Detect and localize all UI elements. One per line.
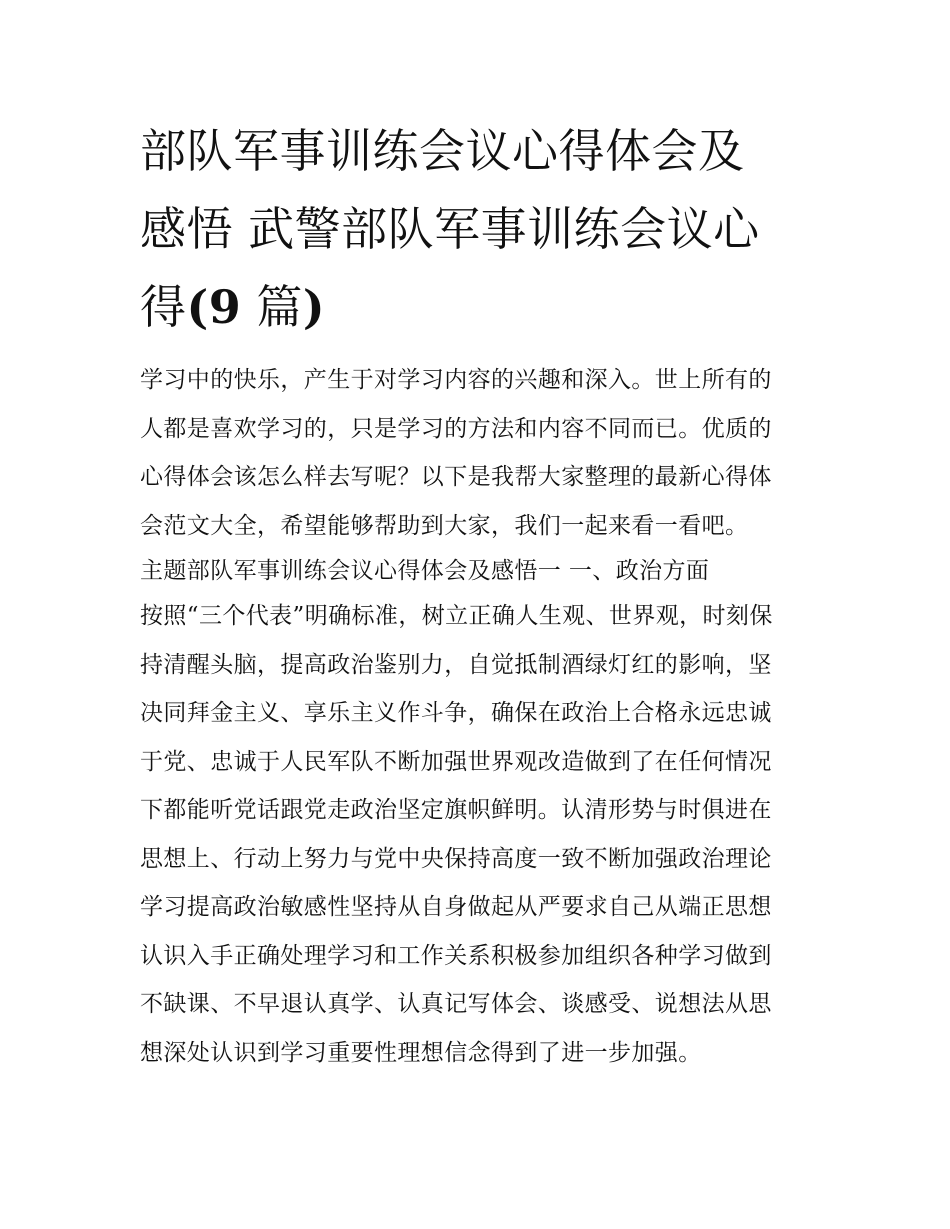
section-line: 思想上、行动上努力与党中央保持高度一致不断加强政治理论 — [140, 845, 772, 872]
title-count-open: (9 — [186, 280, 242, 334]
section-line: 持清醒头脑，提高政治鉴别力，自觉抵制酒绿灯红的影响，坚 — [140, 651, 772, 678]
document-body — [140, 356, 820, 1077]
section-line: 想深处认识到学习重要性理想信念得到了进一步加强。 — [140, 1039, 702, 1066]
section-heading: 主题部队军事训练会议心得体会及感悟一 一、政治方面 — [140, 558, 710, 584]
section-line: 于党、忠诚于人民军队不断加强世界观改造做到了在任何情况 — [140, 748, 772, 775]
section-line: 认识入手正确处理学习和工作关系积极参加组织各种学习做到 — [140, 942, 772, 969]
section-line: 下都能听党话跟党走政治坚定旗帜鲜明。认清形势与时俱进在 — [140, 797, 772, 823]
title-count-close: ) — [302, 280, 326, 334]
section-line: 按照“三个代表”明确标准，树立正确人生观、世界观，时刻保 — [140, 603, 773, 629]
intro-line: 人都是喜欢学习的，只是学习的方法和内容不同而已。优质的 — [140, 415, 772, 442]
intro-line: 心得体会该怎么样去写呢？以下是我帮大家整理的最新心得体 — [140, 464, 772, 490]
section-line: 学习提高政治敏感性坚持从自身做起从严要求自己从端正思想 — [140, 894, 772, 920]
title-line-text: 得 — [140, 280, 187, 334]
title-line: 感悟 武警部队军事训练会议心 — [140, 202, 760, 256]
section-line: 不缺课、不早退认真学、认真记写体会、谈感受、说想法从思 — [140, 991, 772, 1017]
title-count-unit: 篇 — [241, 280, 303, 334]
document-title — [140, 112, 820, 346]
title-line — [140, 268, 820, 346]
section-line: 决同拜金主义、享乐主义作斗争，确保在政治上合格永远忠诚 — [140, 700, 772, 726]
title-line: 部队军事训练会议心得体会及 — [140, 124, 745, 178]
intro-line: 会范文大全，希望能够帮助到大家，我们一起来看一看吧。 — [140, 512, 749, 539]
intro-line: 学习中的快乐，产生于对学习内容的兴趣和深入。世上所有的 — [140, 367, 772, 393]
